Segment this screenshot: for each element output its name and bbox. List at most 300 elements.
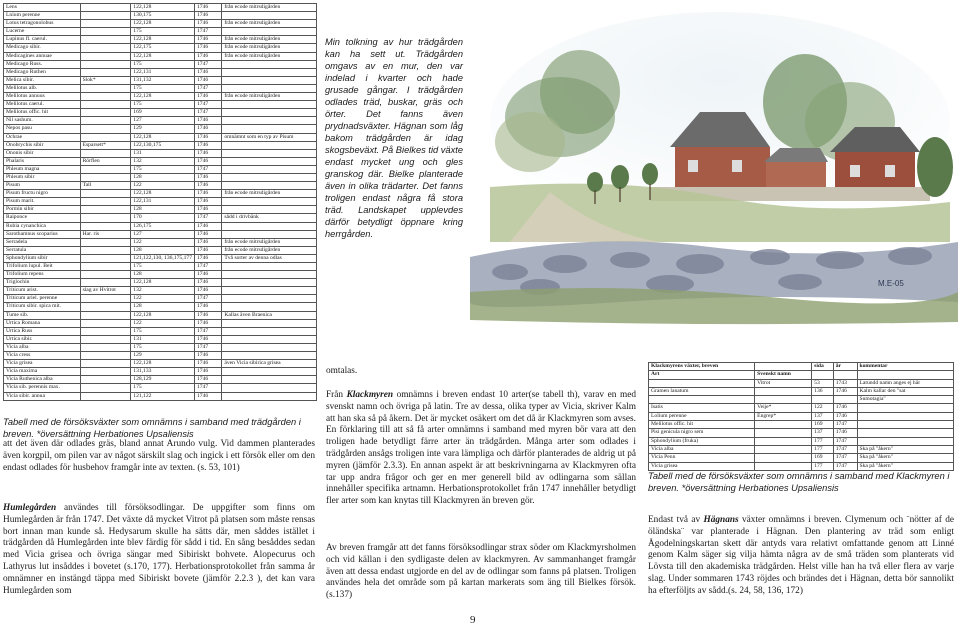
table-cell: 122,175 — [131, 44, 195, 52]
table-cell: 1747 — [833, 445, 857, 453]
table-cell — [222, 60, 317, 68]
table-cell: 122,128 — [131, 93, 195, 101]
table-cell: 129 — [131, 125, 195, 133]
table-cell: 1747 — [195, 214, 222, 222]
table-cell — [857, 437, 954, 445]
table-cell — [833, 396, 857, 404]
column-header: Svenskt namn — [755, 371, 812, 379]
table-row — [4, 384, 317, 392]
table-cell: Engrep* — [755, 412, 812, 420]
table-cell — [80, 254, 131, 262]
column-header: Klackmyrens växter, breven — [649, 363, 755, 371]
table-cell: 122,128 — [131, 133, 195, 141]
table-cell — [80, 149, 131, 157]
table-cell: Vicia alba — [649, 445, 755, 453]
table-cell — [80, 165, 131, 173]
table-cell: 1747 — [195, 165, 222, 173]
table-cell: 1746 — [195, 52, 222, 60]
table-cell: 1743 — [833, 379, 857, 387]
table-cell — [80, 319, 131, 327]
table-row — [4, 117, 317, 125]
table-row — [4, 60, 317, 68]
table-row — [4, 198, 317, 206]
table-cell: från ecode mitrsdigården — [222, 246, 317, 254]
table-cell: Onobrychis sibir — [4, 141, 81, 149]
table-cell: 130,175 — [131, 12, 195, 20]
table-cell: 122 — [812, 404, 834, 412]
table-cell: 121,122,130, 136,175,177 — [131, 254, 195, 262]
table-cell — [222, 173, 317, 181]
table-cell: 177 — [812, 437, 834, 445]
table-header-row — [649, 363, 954, 371]
table-row — [649, 379, 954, 387]
column-header — [833, 371, 857, 379]
table-row — [4, 352, 317, 360]
table-cell: 1746 — [195, 368, 222, 376]
table-cell: 53 — [812, 379, 834, 387]
table-row — [4, 12, 317, 20]
table-cell: 1746 — [195, 182, 222, 190]
table-cell — [222, 392, 317, 400]
table-cell — [222, 117, 317, 125]
table-cell: 1746 — [195, 76, 222, 84]
table-cell: 127 — [131, 230, 195, 238]
table-cell: 1746 — [195, 335, 222, 343]
table-cell: 1746 — [195, 198, 222, 206]
table-cell — [80, 206, 131, 214]
table-cell: Nil sashum. — [4, 117, 81, 125]
table-cell: Ochrae — [4, 133, 81, 141]
table-cell: 122,128 — [131, 279, 195, 287]
table-cell: 175 — [131, 165, 195, 173]
table-row — [4, 141, 317, 149]
table-cell: Vicia alba — [4, 343, 81, 351]
table-cell: 122 — [131, 182, 195, 190]
table-cell: 1746 — [195, 206, 222, 214]
species-table — [3, 3, 317, 401]
table-row — [4, 254, 317, 262]
table-cell: från ecode mitrsdigården — [222, 52, 317, 60]
table-cell: Lotus tetragonolobus — [4, 20, 81, 28]
table-cell: 131,133 — [131, 368, 195, 376]
table-cell: 1746 — [195, 279, 222, 287]
table-row — [4, 335, 317, 343]
table-cell: Vicia Penn — [649, 454, 755, 462]
table-cell — [222, 149, 317, 157]
table-cell: Vicia maxima — [4, 368, 81, 376]
table-cell: 128,129 — [131, 376, 195, 384]
table-cell: 126,175 — [131, 222, 195, 230]
table-cell: Pisum — [4, 182, 81, 190]
table-cell: 1747 — [195, 101, 222, 109]
table-cell: omnämnt som en typ av Pisum — [222, 133, 317, 141]
table-cell — [857, 421, 954, 429]
table-cell: Lolium perenne — [649, 412, 755, 420]
table-row — [4, 279, 317, 287]
table-cell: 169 — [812, 421, 834, 429]
table-cell: Kalm kallar den "sat — [857, 387, 954, 395]
table-row — [4, 222, 317, 230]
table-row — [4, 206, 317, 214]
table-cell: Melilotus alb. — [4, 84, 81, 92]
table-row — [4, 230, 317, 238]
table-cell: även Vicia sibirica grisea — [222, 360, 317, 368]
table-cell: 1746 — [195, 117, 222, 125]
mid-para-text: omnämns i breven endast 10 arter(se tabell th), varav en med svenskt namn och övriga på latin. Tre av dessa, olika typer av Vicia, skriver Kalm att han ska så på åkern. Det är mycket osäkert om det då är Klackmyren som avses. En förklaring till att så få arter omnämns i samband med myren bör vara att den troligen hade betydligt färre arter än trädgården. Många arter som odlades i trädgården ansågs troligen inte vara lämpliga och därför planterades de aldrig ut på myren (jämför 2.3.3). En annan aspekt är att beskrivningarna av Klackmyren ofta tar upp andra frågor och ger en mer generell bild av odlingarna som sällan innehåller specifika artnamn. Herbationsprotokollet från 1747 innehåller betydligt fler arter som kan knytas till Klackmyren än breven gör. — [326, 390, 636, 507]
table-cell — [222, 279, 317, 287]
table-cell: 122,131 — [131, 68, 195, 76]
table-cell: Tall — [80, 182, 131, 190]
table-cell: Triticum ariel. perenne — [4, 295, 81, 303]
table-cell: Phalaris — [4, 157, 81, 165]
mid-paragraph-0: omtalas. — [326, 366, 358, 376]
table-cell: Triticum arist. — [4, 287, 81, 295]
table-cell — [222, 28, 317, 36]
table-cell — [755, 445, 812, 453]
table-cell — [755, 429, 812, 437]
table-cell: 122,128 — [131, 311, 195, 319]
table-cell — [222, 319, 317, 327]
table-cell: Vicia grisea — [4, 360, 81, 368]
page-number: 9 — [470, 614, 476, 626]
table-cell: 1746 — [195, 68, 222, 76]
table-cell — [857, 404, 954, 412]
table-cell — [222, 352, 317, 360]
table-cell — [80, 343, 131, 351]
table-cell — [222, 76, 317, 84]
table-cell — [222, 198, 317, 206]
table-cell — [80, 198, 131, 206]
table-cell — [222, 263, 317, 271]
table-cell: 122,128 — [131, 190, 195, 198]
table-cell: Ska på "åkern" — [857, 462, 954, 470]
table-row — [4, 392, 317, 400]
table-row — [4, 182, 317, 190]
table-row — [649, 429, 954, 437]
table-cell — [80, 222, 131, 230]
table-cell — [222, 287, 317, 295]
table-cell — [222, 157, 317, 165]
column-header: sida — [812, 363, 834, 371]
table-cell — [80, 271, 131, 279]
table-row — [4, 368, 317, 376]
table-cell: 1746 — [833, 404, 857, 412]
table-cell: 1747 — [195, 384, 222, 392]
table-cell: Tume sib. — [4, 311, 81, 319]
table-cell: Rubia cynanchica — [4, 222, 81, 230]
table-cell — [80, 335, 131, 343]
column-header: Art — [649, 371, 755, 379]
table-cell: 177 — [812, 445, 834, 453]
table-cell — [80, 327, 131, 335]
table-cell: 122,131 — [131, 198, 195, 206]
table-cell: 122,128 — [131, 20, 195, 28]
table-cell: från ecode mitrsdigården — [222, 190, 317, 198]
table-row — [4, 319, 317, 327]
table-row — [4, 165, 317, 173]
mid-paragraph-1 — [326, 390, 636, 508]
table-cell: 175 — [131, 60, 195, 68]
table-cell — [80, 28, 131, 36]
table-row — [4, 68, 317, 76]
table-cell: 1746 — [195, 36, 222, 44]
table-cell: 1746 — [195, 157, 222, 165]
table-cell: Slok* — [80, 76, 131, 84]
table-cell: Vicia sibir. annua — [4, 392, 81, 400]
table-row — [4, 173, 317, 181]
table-cell — [80, 368, 131, 376]
table-cell: Raiponce — [4, 214, 81, 222]
table-cell: 1746 — [195, 271, 222, 279]
table-cell: Ska på "åkern" — [857, 445, 954, 453]
table-cell: 136 — [812, 387, 834, 395]
table-cell: 1746 — [195, 93, 222, 101]
table-row — [649, 387, 954, 395]
table-cell: 137 — [812, 429, 834, 437]
table-cell: 1746 — [195, 238, 222, 246]
table-cell: Kallas även Braenica — [222, 311, 317, 319]
table-cell: 122,128 — [131, 52, 195, 60]
table-cell: Två sorter av denna odlas — [222, 254, 317, 262]
table-cell — [80, 20, 131, 28]
table-cell: Lupinus fl. caerul. — [4, 36, 81, 44]
table-row — [4, 271, 317, 279]
table-cell — [80, 52, 131, 60]
table-row — [4, 44, 317, 52]
table-cell: Melica sibir. — [4, 76, 81, 84]
table-cell — [857, 429, 954, 437]
table-cell: Trifolium lupul. Beit — [4, 263, 81, 271]
table-cell: Lnium perenne — [4, 12, 81, 20]
table-cell — [649, 396, 755, 404]
table-cell: Sumotagia" — [857, 396, 954, 404]
table-cell: 169 — [812, 454, 834, 462]
table-cell: 128 — [131, 271, 195, 279]
table-cell: Rörflen — [80, 157, 131, 165]
table-cell — [222, 182, 317, 190]
table-cell — [222, 165, 317, 173]
table-cell: Vitrot — [755, 379, 812, 387]
table-cell: Phleum magna — [4, 165, 81, 173]
table-cell — [812, 396, 834, 404]
table-row — [4, 157, 317, 165]
table-cell — [80, 101, 131, 109]
table-cell: Sphondylium sibir — [4, 254, 81, 262]
table-cell — [80, 246, 131, 254]
table-row — [649, 445, 954, 453]
mid-paragraph-2: Av breven framgår att det fanns försöksodlingar strax söder om Klackmyrsholmen och vid källan i den sydligaste delen av klackmyren. Av sammanhanget framgår även att dessa endast utgjorde en del av de odlingar som fanns på platsen. Troligen användes hela det område som på kartan markerats som äng till Bielkes försök. (s.137) — [326, 543, 636, 601]
table-cell — [80, 392, 131, 400]
table-cell: 1746 — [833, 412, 857, 420]
table-cell: 1746 — [195, 133, 222, 141]
table-cell: 175 — [131, 28, 195, 36]
table-cell: Triglochin — [4, 279, 81, 287]
table-row — [4, 36, 317, 44]
table-cell: Latundd namn anges ej här — [857, 379, 954, 387]
table-cell: Medicago Ruthen — [4, 68, 81, 76]
table-row — [649, 454, 954, 462]
table-row — [4, 190, 317, 198]
table-cell: Urtica Russ — [4, 327, 81, 335]
table-cell: 1746 — [195, 246, 222, 254]
table-row — [4, 214, 317, 222]
table-cell — [80, 190, 131, 198]
table-row — [4, 20, 317, 28]
table-cell: Gramen lanatum — [649, 387, 755, 395]
table-row — [649, 421, 954, 429]
table-cell: 131,132 — [131, 76, 195, 84]
table-row — [4, 28, 317, 36]
table-cell: 122 — [131, 238, 195, 246]
left-paragraph-1: att det även där odlades gräs, bland annat Arundo vulg. Vid dammen planterades även korgpil, om pilen var av något särskilt slag och ingick i ett försök eller om den endast odlades för husbehov framgår inte av texten. (s. 53, 101) — [3, 439, 315, 473]
table-cell: Medicago Russ. — [4, 60, 81, 68]
table-cell: Nepos pasu — [4, 125, 81, 133]
table-cell: 131 — [131, 335, 195, 343]
table-cell — [857, 412, 954, 420]
table-cell — [222, 206, 317, 214]
table-cell: 132 — [131, 157, 195, 165]
table-cell: Melilotus offic. hit — [4, 109, 81, 117]
table-cell — [222, 271, 317, 279]
table-row — [4, 303, 317, 311]
table-cell — [222, 84, 317, 92]
table-cell: Sarothamnus scoparius — [4, 230, 81, 238]
table-cell: Serratula — [4, 246, 81, 254]
table-row — [4, 125, 317, 133]
table-cell: 175 — [131, 327, 195, 335]
table-cell: 1746 — [195, 125, 222, 133]
table-cell: 1746 — [195, 392, 222, 400]
table-cell: Serradela — [4, 238, 81, 246]
table-cell: 1746 — [195, 254, 222, 262]
table-cell — [222, 109, 317, 117]
table-cell — [222, 335, 317, 343]
table-cell: 175 — [131, 263, 195, 271]
table-cell — [80, 295, 131, 303]
table-cell — [80, 4, 131, 12]
table-cell: 1747 — [195, 60, 222, 68]
table-cell — [80, 44, 131, 52]
table-cell: 175 — [131, 101, 195, 109]
table-cell: Phleum sibir — [4, 173, 81, 181]
table-cell: från ecode mitrsdigården — [222, 20, 317, 28]
table-cell — [222, 12, 317, 20]
table-cell: 175 — [131, 84, 195, 92]
table-cell: 1746 — [195, 149, 222, 157]
table-cell: 131 — [131, 149, 195, 157]
table-cell: 129 — [131, 352, 195, 360]
table-cell: Urtica Romana — [4, 319, 81, 327]
table-cell — [80, 133, 131, 141]
table-cell — [80, 352, 131, 360]
left-table-caption: Tabell med de försöksväxter som omnämns i samband med trädgården i breven. *översättning Herbationes Upsaliensis — [3, 417, 301, 439]
table-cell: från ecode mitrsdigården — [222, 93, 317, 101]
table-cell: 175 — [131, 384, 195, 392]
table-cell: 1746 — [195, 173, 222, 181]
column-header: kommentar — [857, 363, 954, 371]
table-cell: Trifolium repens — [4, 271, 81, 279]
table-cell: Esparsett* — [80, 141, 131, 149]
table-cell: 1746 — [195, 44, 222, 52]
table-row — [4, 76, 317, 84]
table-row — [4, 133, 317, 141]
table-cell: 1746 — [195, 311, 222, 319]
table-cell: 1746 — [195, 352, 222, 360]
table-cell: 169 — [131, 109, 195, 117]
table-cell: Ska på "åkern" — [857, 454, 954, 462]
table-cell: 1747 — [195, 109, 222, 117]
table-cell — [80, 109, 131, 117]
table-row — [4, 287, 317, 295]
table-cell: Sphondylium (fruka) — [649, 437, 755, 445]
table-cell — [222, 222, 317, 230]
column-header — [857, 371, 954, 379]
table-cell: Triticum sibir. spica mit. — [4, 303, 81, 311]
table-cell: 1746 — [195, 190, 222, 198]
table-row — [4, 295, 317, 303]
table-cell: slag av Hvitrot — [80, 287, 131, 295]
table-row — [4, 311, 317, 319]
table-cell: 1747 — [833, 454, 857, 462]
table-cell: 137 — [812, 412, 834, 420]
table-cell — [80, 384, 131, 392]
column-header — [755, 363, 812, 371]
table-cell: 128 — [131, 303, 195, 311]
table-cell: 1746 — [195, 12, 222, 20]
table-row — [4, 238, 317, 246]
table-cell — [755, 421, 812, 429]
table-cell — [755, 454, 812, 462]
table-cell: 132 — [131, 287, 195, 295]
table-cell: Melilotus annuus — [4, 93, 81, 101]
table-cell: från ecode mitrsdigården — [222, 44, 317, 52]
table-cell — [80, 84, 131, 92]
table-cell: 128 — [131, 246, 195, 254]
table-cell — [222, 101, 317, 109]
table-cell: 175 — [131, 343, 195, 351]
right-para-text: växter omnämns i breven. Clymenum och ¨nötter af de öländska¨ var planterade i Hägnan. Den plantering av träd som enligt Ågodelningskartan skett där antyds vara relativt omfattande genom att Linné genom Kalm säger sig vilja hämta några av de små träden som planterats vid Lövsta till den akademiska trädgården. Helst ville han ha två eller flera av varje slag. Under sommaren 1743 röjdes och brändes det i Hägnan, detta bör sannolikt ha efterföljts av sådd.(s. 24, 58, 136, 172) — [648, 515, 954, 596]
klackmyren-table-caption: Tabell med de försöksväxter som omnämns i samband med Klackmyren i breven. *översättning Herbationes Upsaliensis — [648, 471, 950, 493]
table-cell: 170 — [131, 214, 195, 222]
table-cell: 1746 — [195, 4, 222, 12]
table-cell: Medicago sibir. — [4, 44, 81, 52]
table-cell: 122,128 — [131, 360, 195, 368]
table-cell: 122 — [131, 319, 195, 327]
table-cell: Melilotus caerul. — [4, 101, 81, 109]
table-cell: från ecode mitrsdigården — [222, 4, 317, 12]
table-cell: 1746 — [195, 230, 222, 238]
table-row — [4, 149, 317, 157]
table-cell: Vicia grisea — [649, 462, 755, 470]
table-cell: 122 — [131, 295, 195, 303]
table-cell — [222, 141, 317, 149]
painting-caption: Min tolkning av hur trädgården kan ha sett ut. Trädgården omgavs av en mur, den var indelad i kvarter och hade grusade gångar. I trädgården odlades träd, buskar, gräs och örter. Det fanns även prydnadsväxter. Hägnan som låg bakom trädgården är idag skogsbeväxt. På Bielkes tid växte endast mycket ung och gles granskog där. Bielke planterade även in olika trädarter. Det fanns troligen endast några få stora träd. Landskapet upplevdes därför betydligt öppnare kring herrgården. — [325, 37, 463, 239]
table-cell — [222, 384, 317, 392]
table-cell: Har. ris — [80, 230, 131, 238]
table-row — [649, 396, 954, 404]
table-cell: Melilotus offic. hit — [649, 421, 755, 429]
table-cell: 1746 — [195, 319, 222, 327]
table-row — [4, 109, 317, 117]
table-cell: 1746 — [195, 141, 222, 149]
table-cell: Vicia sib. perennis max. — [4, 384, 81, 392]
table-cell — [80, 60, 131, 68]
table-cell — [80, 238, 131, 246]
table-cell — [222, 295, 317, 303]
table-cell — [80, 311, 131, 319]
table-cell: 1746 — [195, 287, 222, 295]
table-cell: 127 — [131, 117, 195, 125]
